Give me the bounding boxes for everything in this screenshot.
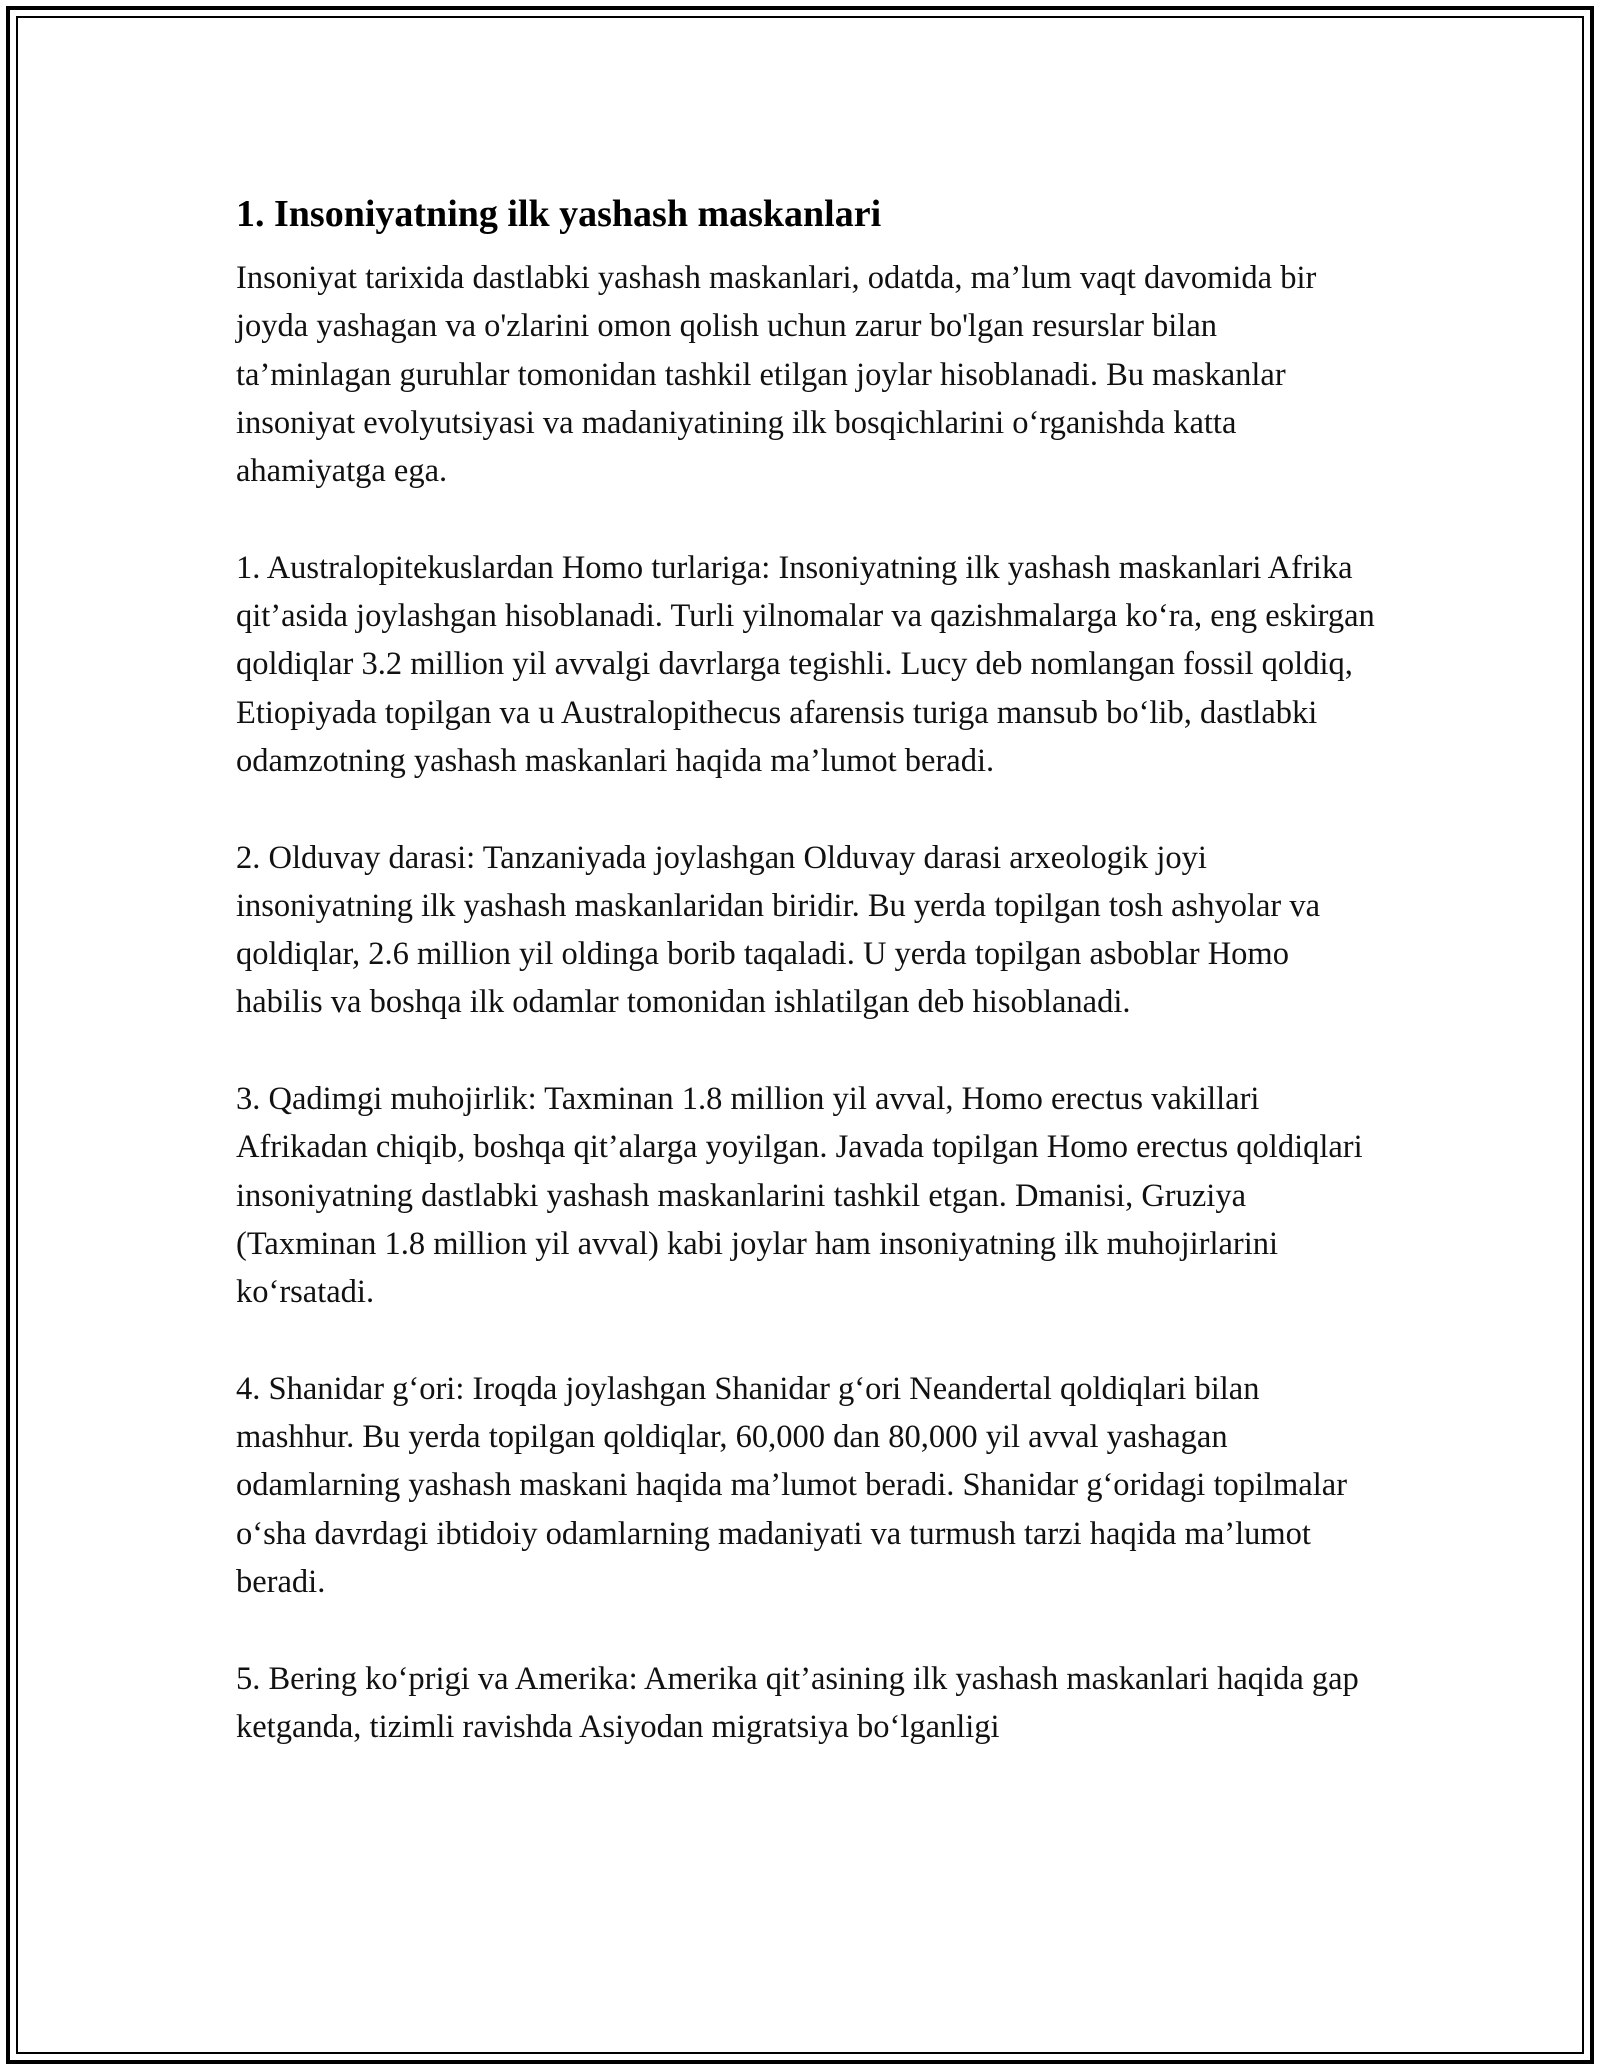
intro-paragraph: Insoniyat tarixida dastlabki yashash maskanlari, odatda, ma’lum vaqt davomida bir joyda yashagan va o'zlarini omon qolish uchun zarur bo'lgan resurslar bilan ta’minlagan guruhlar tomonidan tashkil etilgan joylar hisoblanadi. Bu maskanlar insoniyat evolyutsiyasi va madaniyatining ilk bosqichlarini o‘rganishda katta ahamiyatga ega. <box>236 260 1317 490</box>
paragraph-australopithecus: 1. Australopitekuslardan Homo turlariga: Insoniyatning ilk yashash maskanlari Afrika qit’asida joylashgan hisoblanadi. Turli yilnomalar va qazishmalarga ko‘ra, eng eskirgan qoldiqlar 3.2 million yil avvalgi davrlarga tegishli. Lucy deb nomlangan fossil qoldiq, Etiopiyada topilgan va u Australopithecus afarensis turiga mansub bo‘lib, dastlabki odamzotning yashash maskanlari haqida ma’lumot beradi. <box>236 549 1375 779</box>
section-title: 1. Insoniyatning ilk yashash maskanlari <box>236 193 882 235</box>
document-body <box>236 186 1376 1800</box>
paragraph-olduvai: 2. Olduvay darasi: Tanzaniyada joylashgan Olduvay darasi arxeologik joyi insoniyatning ilk yashash maskanlaridan biridir. Bu yerda topilgan tosh ashyolar va qoldiqlar, 2.6 million yil oldinga borib taqaladi. U yerda topilgan asboblar Homo habilis va boshqa ilk odamlar tomonidan ishlatilgan deb hisoblanadi. <box>236 839 1321 1021</box>
paragraph-shanidar: 4. Shanidar g‘ori: Iroqda joylashgan Shanidar g‘ori Neandertal qoldiqlari bilan mashhur. Bu yerda topilgan qoldiqlar, 60,000 dan 80,000 yil avval yashagan odamlarning yashash maskani haqida ma’lumot beradi. Shanidar g‘oridagi topilmalar o‘sha davrdagi ibtidoiy odamlarning madaniyati va turmush tarzi haqida ma’lumot beradi. <box>236 1370 1348 1601</box>
paragraph-migration: 3. Qadimgi muhojirlik: Taxminan 1.8 million yil avval, Homo erectus vakillari Afrikadan chiqib, boshqa qit’alarga yoyilgan. Javada topilgan Homo erectus qoldiqlari insoniyatning dastlabki yashash maskanlarini tashkil etgan. Dmanisi, Gruziya (Taxminan 1.8 million yil avval) kabi joylar ham insoniyatning ilk muhojirlarini ko‘rsatadi. <box>236 1081 1363 1311</box>
paragraph-bering: 5. Bering ko‘prigi va Amerika: Amerika qit’asining ilk yashash maskanlari haqida gap ketganda, tizimli ravishda Asiyodan migratsiya bo‘lganligi <box>236 1660 1359 1745</box>
